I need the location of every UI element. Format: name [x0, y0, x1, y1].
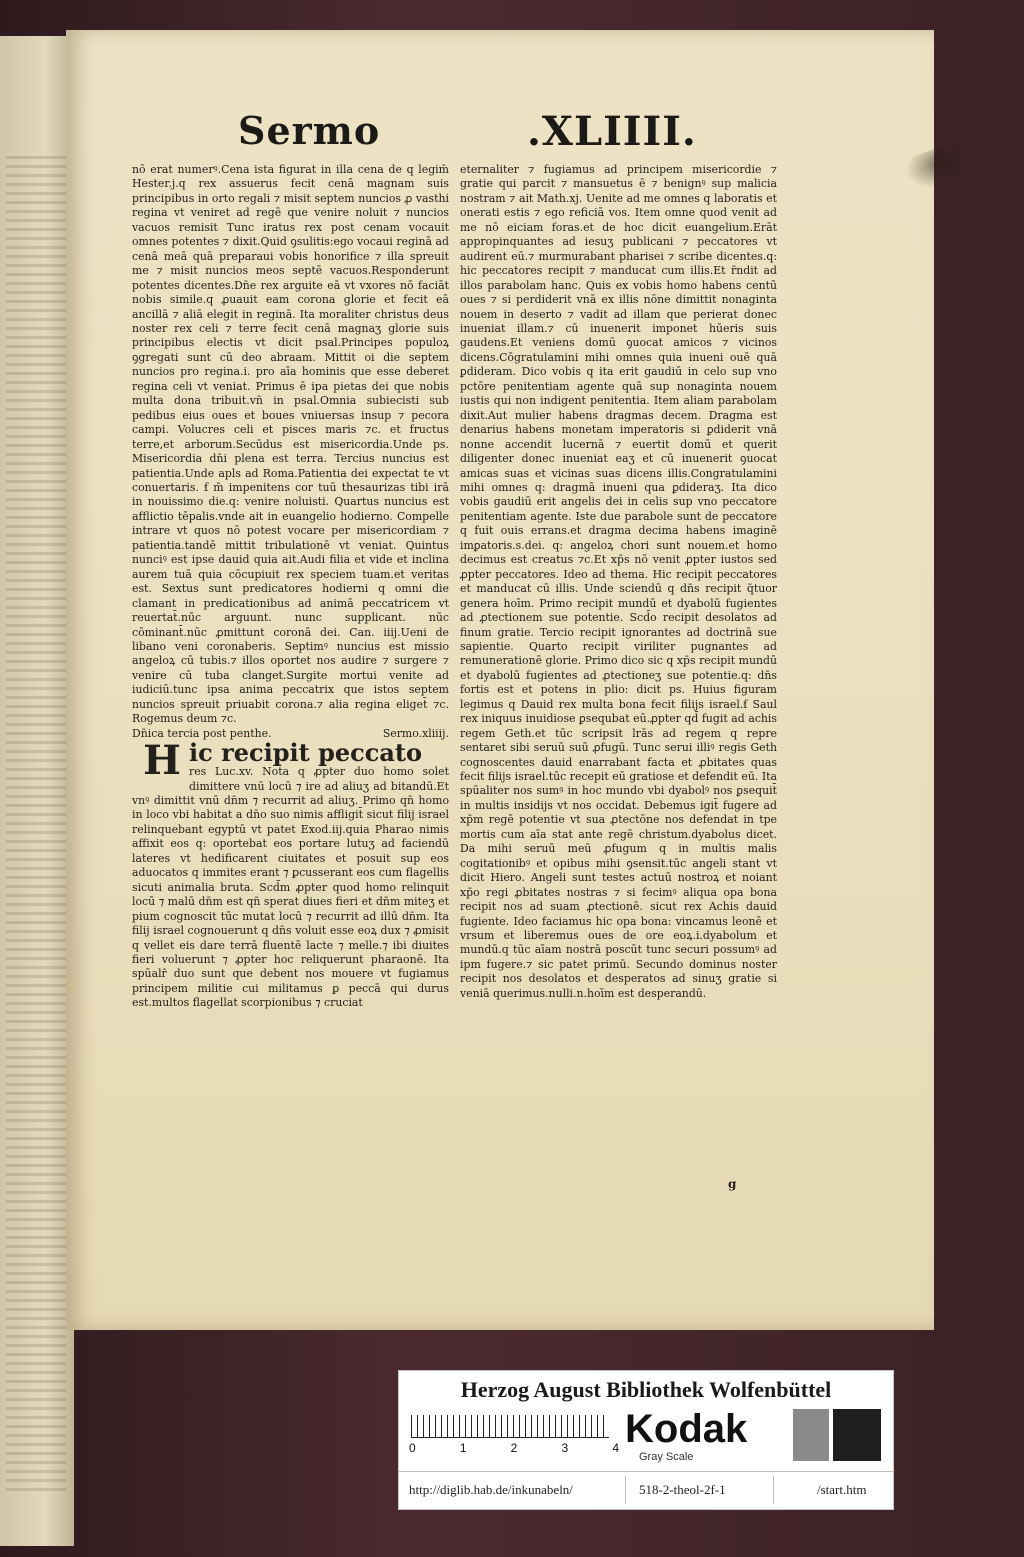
sermon-text-2: res Luc.xv. Nota q ꝓpter duo homo solet dimittere vnū locū ⁊ ire ad aliuʒ ad bitandū.Et vnꝰ dimittit vnū dn̄m ⁊ recurrit ad aliuʒ. Primo qn̄ homo in loco vbi habitat a dn̄o suo nimis affligit̄ sicut filij israel relinquebant egyptū vt patet Exod.iij.quia Pharao nimis affixit eos q: oportebat eos portare lutuʒ ad faciendū lateres vt hedificarent ciuitates et posuit sup eos aduocatos q immites erant ⁊ ꝑcusserant eos cum flagellis sicuti animalia bruta. Scd̄m ꝓpter quod homo relinquit locū ⁊ malū dn̄m est qn̄ sperat diues fieri et dn̄m miteʒ et pium cognoscit tūc mutat locū ⁊ recurrit ad illū dn̄m. Ita filij israel cognouerunt q dn̄s voluit esse eoꝝ dux ⁊ ꝓmisit q vellet eis dare terrā fluentē lacte ⁊ melle.⁊ ibi diuites fieri voluerunt ⁊ ꝓpter hoc reliquerunt pharaonē. Ita spūalr̄ duo sunt que debent nos mouere vt fugiamus principem militie cui militamus ꝑ peccā qui durus est.multos flagellat scorpionibus ⁊ cruciat — [132, 765, 449, 1010]
drop-capital: H — [143, 737, 181, 785]
sermon-incipit — [132, 737, 449, 785]
black-patch — [833, 1409, 881, 1461]
section-heading-day: Dn̄ica tercia post penthe. — [132, 726, 272, 740]
measurement-ruler — [411, 1415, 609, 1438]
sermon-text-3: eternaliter ⁊ fugiamus ad principem misericordie ⁊ gratie qui parcit ⁊ mansuetus ē ⁊ benignꝰ sup malicia nostram ⁊ ait Math.xj. Uenite ad me omnes q laboratis et onerati estis ⁊ ego reficiā vos. Item omne quod venit ad me nō eiciam foras.et de hoc dicit euangelium.Erāt appropinquantes ad iesuʒ publicani ⁊ peccatores vt audirent eū.⁊ murmurabant pharisei ⁊ scribe dicentes.q: hic peccatores recipit ⁊ manducat cum illis.Et r̄ndit ad illos parabolam hanc. Quis ex vobis homo habens centū oues ⁊ si perdiderit vnā ex illis nōne dimittit nonaginta nouem in deserto ⁊ vadit ad illam que perierat donec inueniat illam.⁊ cū inuenerit imponet hūeris suis gaudens.Et veniens domū ꝯuocat amicos ⁊ vicinos dicens.Cōgratulamini mihi omnes quia inueni ouē quā ꝑdideram. Dico vobis q ita erit gaudiū in celo sup vno pctōre penitentiam agente quā sup nonaginta nouem iustis qui non indigent penitentia. Item aliam parabolam dixit.Aut mulier habens dragmas decem. Dragma est denarius habens monetam imperatoris si ꝑdiderit vnā nonne accendit lucernā ⁊ euertit domū et querit diligenter donec inueniat eaʒ et cū inuenerit ꝯuocat amicas suas et vicinas suas dicens illis.Congratulamini mihi omnes q: dragmā inueni qua ꝑdideraʒ. Ita dico vobis gaudiū erit angelis dei in celis sup vno peccatore penitentiam agente. Iste due parabole sunt de peccatore q fuit ouis errans.et dragma decima habens imaginē imꝑatoris.s.dei. q: angeloꝝ chori sunt nouem.et homo decimus est creatus ⁊c.Et xp̄s nō venit ꝓpter iustos sed ꝓpter peccatores. Ideo ad thema. Hic recipit peccatores et manducat cū illis. Unde sciendū q dn̄s recipit q̄tuor genera hoīm. Primo recipit mundū et dyabolū fugientes ad ꝓtectionem sue potentie. Scd̄o recipit desolatos ad finum gratie. Tercio recipit ignorantes ad doctrinā sue sapientie. Quarto recipit viriliter pugnantes ad remunerationē glorie. Primo dico sic q xp̄s recipit mundū et dyabolū fugientes ad ꝓtectioneʒ sue potentie.q: dn̄s fortis est et potens in plio: dicit ps. Huius figuram legimus q Dauid rex multa bona fecit filijs israel.ẜ Saul rex iniquus inuidiose ꝑsequbat eū.ꝓpter qd̄ fugit ad achis regem Geth.et tūc scripsit lrās ad regem q repre sentaret sibi seruū suū ꝓfugū. Tunc serui illiꝰ regis Geth cognoscentes dauid enarrabant facta et ꝓbitates quas fecit filijs israel.tūc recepit eū gratiose et defendit eū. Ita spūaliter nos sumꝰ in hoc mundo vbi dyabolꝰ nos ꝑsequit̄ in multis insidijs vt nos occidat. Debemus igit̄ fugere ad xp̄m regē potentie vt sua ꝓtectōne nos defendat in tpe mortis cum aīa stat ante regē christum.dyabolus dicet. Da mihi seruū meū ꝓfugum q in multis malis cogitationibꝰ et opibus mihi ꝯsensit.tūc angeli stant vt dicit Hiero. Angeli sunt testes actuū nostroꝝ et noiant xp̄o regi ꝓbitates nostras ⁊ si fecimꝰ aliqua opa bona recipit nos ad suam ꝓtectionē. sicut rex Achis dauid fugiente. Ideo faciamus hic opa bona: vincamus leonē et vrsum et liberemus oues de ore eoꝝ.i.dyabolum et mundū.q tūc aīam nostrā poscūt tunc securi possumꝰ ad ipm fugere.⁊ sic patet primū. Secundo dominus noster recipit nos desolatos et desperatos ad sinuʒ gratie si veniā querimus.nulli.n.hoīm est desperandū. — [460, 163, 777, 1000]
signature-mark: g — [728, 1177, 737, 1191]
url-suffix: /start.htm — [817, 1482, 867, 1497]
running-head-left: Sermo — [238, 108, 381, 153]
facing-page-edge — [0, 36, 74, 1546]
url-divider — [773, 1476, 774, 1504]
library-name: Herzog August Bibliothek Wolfenbüttel — [460, 1377, 832, 1402]
url-base: http://diglib.hab.de/inkunabeln/ — [409, 1482, 573, 1497]
color-target-card — [398, 1370, 894, 1510]
ruler-number: 1 — [459, 1441, 467, 1455]
ruler-number: 0 — [409, 1441, 416, 1455]
folio-number: .XLIIII. — [527, 108, 697, 155]
ruler-number: 4 — [612, 1441, 619, 1455]
section-heading-number: Sermo.xliiij. — [382, 726, 449, 740]
incipit-text: ic recipit peccato — [189, 738, 422, 768]
gray-scale-label: Gray Scale — [639, 1451, 694, 1463]
right-text-column — [460, 163, 777, 1175]
sermon-text-1: nō erat numerꝰ.Cena ista figurat in illa cena de q legim̄ Hester.j.q rex assuerus fecit cenā magnam suis principibus in orto regali ⁊ misit septem nuncios ꝓ vasthi regina vt veniret ad regē que venire noluit ⁊ nuncios vacuos remisit Tunc iratus rex post cenam vocauit omnes potentes ⁊ dixit.Quid ꝯsulitis:ego vocaui reginā ad cenā meā quā preparaui vobis honorifice ⁊ illa spreuit me ⁊ misit nuncios meos septē vacuos.Responderunt potentes dicentes.Dn̄e rex arguite eā vt vxores nō faciāt nobis simile.q ꝓuauit eam corona glorie et fecit eā ancillā ⁊ aliā elegit in reginā. Ita moraliter christus deus noster rex celi ⁊ terre fecit cenā magnaʒ glorie suis principibus electis vt dicit psal.Principes populoꝝ ꝯgregati sunt cū deo abraam. Mittit oi die septem nuncios pro regina.i. pro aīa hominis que esse deberet regina celi vt veniat. Primus ē ipa pietas dei que nobis multa dona tribuit.vn̄ in psal.Omnia subiecisti sub pedibus eius oues et boues vniuersas insup ⁊ pecora campi. Volucres celi et pisces maris ⁊c. et fructus terre,et arborum.Secūdus est misericordia.Unde ps. Misericordia dn̄i plena est terra. Tercius nuncius est patientia.Unde apls ad Roma.Patientia dei expectat te vt conuertaris. ẜ m̄ impenitens cor tuū thesaurizas tibi irā in nouissimo die.q: venire noluisti. Quartus nuncius est afflictio tēpalis.vnde ait in euangelio hodierno. Compelle intrare vt quos nō potest vocare per misericordiam ⁊ patientia.tandē mittit tribulationē vt veniat. Quintus nunciꝰ est ipse dauid quia ait.Audi filia et vide et inclina aurem tuā quia cōcupiuit rex speciem tuam.et veritas est. Sextus sunt predicatores hodierni q omni die clamant in predicationibus ad animā peccatricem vt reuertat̄.nūc arguunt. nunc supplicant. nūc cōminant̄.nūc ꝓmittunt coronā dei. Can. iiij.Ueni de libano veni coronaberis. Septimꝰ nuncius est missio angeloꝝ cū tubis.⁊ illos oportet nos audire ⁊ surgere ⁊ venire cū tuba clanget.Surgite mortui venite ad iudiciū.tunc ipsa anima peccatrix que istos septem nuncios spreuit priuabit corona.⁊ alia regina eliget̄ ⁊c. Rogemus deum ⁊c. — [132, 163, 449, 726]
url-id: 518-2-theol-2f-1 — [639, 1482, 726, 1497]
gray-patch — [793, 1409, 829, 1461]
ruler-number: 2 — [510, 1441, 518, 1455]
url-divider — [625, 1476, 626, 1504]
ruler-number: 3 — [561, 1441, 569, 1455]
left-text-column — [132, 163, 449, 1173]
facing-page-text-bleed — [6, 156, 66, 1496]
ruler-scale-numbers — [409, 1441, 619, 1455]
url-bar — [399, 1471, 893, 1508]
kodak-logo: Kodak — [625, 1407, 748, 1451]
